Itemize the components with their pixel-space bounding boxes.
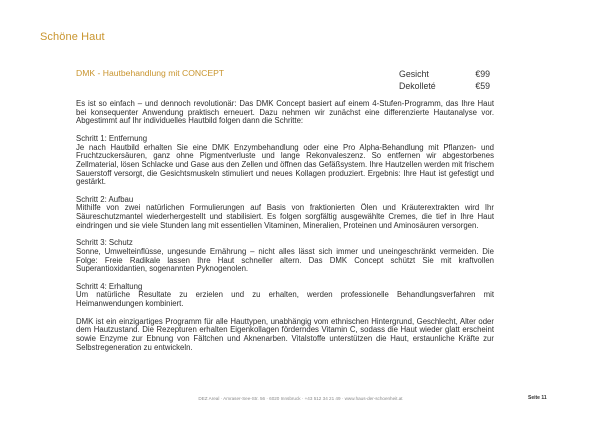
price-row-dekollete [399,80,490,92]
price-value: €99 [475,69,490,79]
step-1 [76,135,494,187]
price-table [399,68,490,92]
step-title: Schritt 4: Erhaltung [76,281,143,291]
step-title: Schritt 3: Schutz [76,238,133,248]
step-text: Je nach Hautbild erhalten Sie eine DMK Enzymbehandlung oder eine Pro Alpha-Behandlung mit Pflanzen- und Fruchtzuckersäuren, ganz ohne Pigmentverluste und lange Rekonvaleszenz. So entfernen wir abgestorbenes Zellmaterial, lösen Schlacke und Gase aus den Zellen und öffnen das Gefäßsystem. Ihre Hautzellen werden mit frischem Sauerstoff versorgt, die Gesichtsmuskeln stimuliert und neues Kollagen produziert. Ergebnis: Ihre Haut ist gefestigt und gestärkt. [76,142,494,187]
step-text: Sonne, Umwelteinflüsse, ungesunde Ernährung – nicht alles lässt sich immer und uneingeschränkt vermeiden. Die Folge: Freie Radikale lassen Ihre Haut schneller altern. Das DMK Concept schützt Sie mit kraftvollen Superantioxidantien, sogenannten Pyknogenolen. [76,246,494,274]
step-text: Um natürliche Resultate zu erzielen und zu erhalten, werden professionelle Behandlungsverfahren mit Heimanwendungen kombiniert. [76,290,494,309]
closing-paragraph: DMK ist ein einzigartiges Programm für alle Hauttypen, unabhängig vom ethnischen Hintergrund, Geschlecht, Alter oder dem Hautzustand. Die Rezepturen erhalten Eigenkollagen förderndes Vitamin C, sodass die Haut wieder glatt erscheint sowie Enzyme zur Ebnung von Fältchen und Aknenarben. Vitalstoffe unterstützen die Haut, erstaunliche Kräfte zur Selbstregeneration zu entwickeln. [76,316,494,352]
footer-address: DEZ Areal · Amraser-See-Str. 56 · 6020 Innsbruck · +43 512 34 21 49 · www.haus-der-schoenheit.at [198,396,403,401]
step-title: Schritt 1: Entfernung [76,133,148,143]
step-2 [76,196,494,231]
intro-paragraph: Es ist so einfach – und dennoch revolutionär: Das DMK Concept basiert auf einem 4-Stufen-Programm, das Ihre Haut bei konsequenter Anwendung praktisch erneuert. Dazu nehmen wir zunächst eine differenzierte Hautanalyse vor. Abgestimmt auf Ihr individuelles Hautbild folgen dann die Schritte: [76,99,494,126]
step-4 [76,283,494,309]
price-name: Gesicht [399,69,429,79]
price-value: €59 [475,81,490,91]
page-number: Seite 11 [528,395,547,401]
section-title: DMK - Hautbehandlung mit CONCEPT [76,68,225,78]
body-content [76,100,494,361]
step-3 [76,239,494,274]
price-name: Dekolleté [399,81,436,91]
price-row-gesicht [399,68,490,80]
step-text: Mithilfe von zwei natürlichen Formulierungen auf Basis von fraktionierten Ölen und Kräuterextrakten wird Ihr Säureschutzmantel wiederhergestellt und stabilisiert. Es folgen sorgfältig ausgewählte Cremes, die tief in Ihre Haut eindringen und sie viele Stunden lang mit essentiellen Vitaminen, Mineralien, Proteinen und Aminosäuren versorgen. [76,203,494,230]
step-title: Schritt 2: Aufbau [76,194,134,204]
page-title: Schöne Haut [40,31,105,43]
